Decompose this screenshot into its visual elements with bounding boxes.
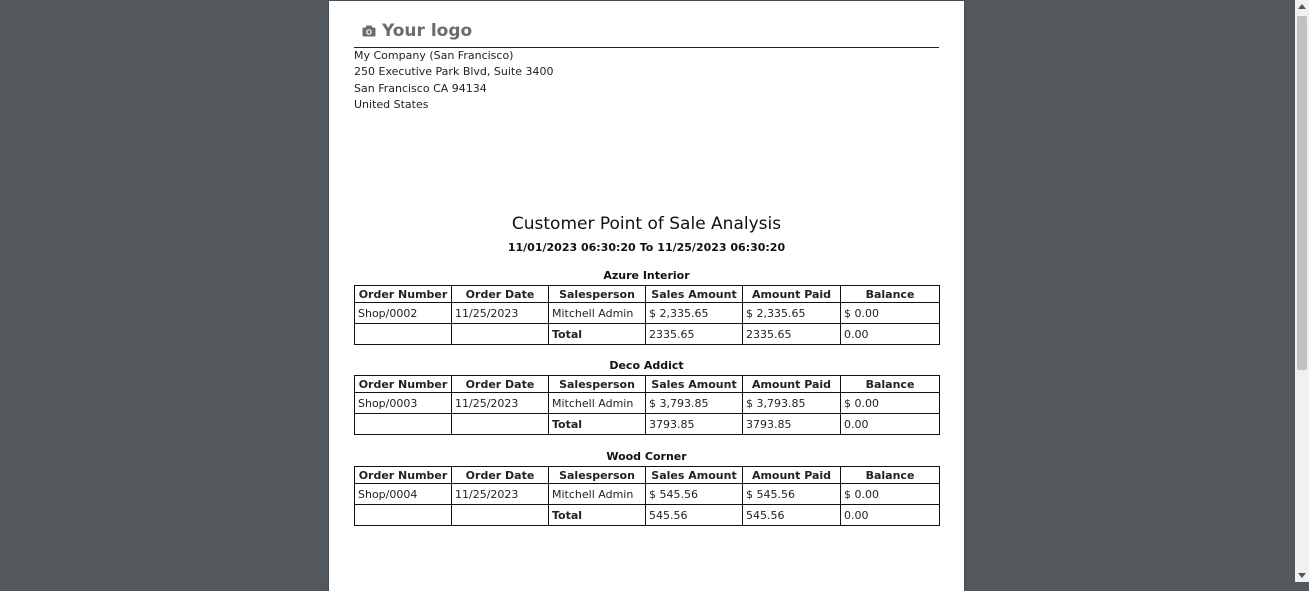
column-header-order-date: Order Date [452, 376, 549, 393]
company-name: My Company (San Francisco) [354, 49, 514, 62]
cell-empty [355, 414, 452, 435]
cell-empty [452, 324, 549, 345]
column-header-order-number: Order Number [355, 286, 452, 303]
cell-order-date: 11/25/2023 [452, 303, 549, 324]
date-separator: To [639, 241, 654, 254]
total-amount-paid: 2335.65 [743, 324, 841, 345]
total-label: Total [549, 324, 646, 345]
totals-row [355, 505, 940, 526]
column-header-order-number: Order Number [355, 467, 452, 484]
table-header-row [355, 376, 940, 393]
table-header-row [355, 286, 940, 303]
cell-empty [355, 505, 452, 526]
scroll-up-icon[interactable] [1298, 4, 1306, 9]
cell-balance: $ 0.00 [841, 484, 940, 505]
table-row [355, 393, 940, 414]
total-balance: 0.00 [841, 414, 940, 435]
cell-empty [452, 505, 549, 526]
column-header-salesperson: Salesperson [549, 286, 646, 303]
column-header-amount-paid: Amount Paid [743, 376, 841, 393]
customer-name: Azure Interior [603, 269, 690, 282]
column-header-balance: Balance [841, 376, 940, 393]
total-sales-amount: 3793.85 [646, 414, 743, 435]
customer-section [354, 450, 939, 526]
cell-sales-amount: $ 545.56 [646, 484, 743, 505]
cell-salesperson: Mitchell Admin [549, 393, 646, 414]
column-header-sales-amount: Sales Amount [646, 286, 743, 303]
total-balance: 0.00 [841, 324, 940, 345]
report-date-range [329, 241, 964, 254]
company-logo [362, 21, 472, 41]
cell-balance: $ 0.00 [841, 303, 940, 324]
cell-sales-amount: $ 3,793.85 [646, 393, 743, 414]
total-sales-amount: 2335.65 [646, 324, 743, 345]
column-header-balance: Balance [841, 467, 940, 484]
company-country: United States [354, 97, 429, 111]
cell-salesperson: Mitchell Admin [549, 484, 646, 505]
customer-section [354, 359, 939, 435]
column-header-amount-paid: Amount Paid [743, 467, 841, 484]
column-header-salesperson: Salesperson [549, 467, 646, 484]
cell-order-date: 11/25/2023 [452, 393, 549, 414]
total-balance: 0.00 [841, 505, 940, 526]
table-header-row [355, 467, 940, 484]
column-header-salesperson: Salesperson [549, 376, 646, 393]
table-row [355, 484, 940, 505]
cell-order-number: Shop/0002 [355, 303, 452, 324]
company-city: San Francisco CA 94134 [354, 81, 487, 95]
header-logo-row [354, 19, 939, 48]
cell-sales-amount: $ 2,335.65 [646, 303, 743, 324]
company-address [354, 48, 553, 113]
cell-salesperson: Mitchell Admin [549, 303, 646, 324]
orders-table [354, 285, 940, 345]
logo-text: Your logo [382, 21, 473, 41]
customer-name: Deco Addict [609, 359, 684, 372]
cell-amount-paid: $ 545.56 [743, 484, 841, 505]
orders-table [354, 375, 940, 435]
column-header-amount-paid: Amount Paid [743, 286, 841, 303]
cell-order-number: Shop/0003 [355, 393, 452, 414]
company-street: 250 Executive Park Blvd, Suite 3400 [354, 65, 554, 79]
customer-name: Wood Corner [606, 450, 687, 463]
cell-empty [452, 414, 549, 435]
column-header-order-date: Order Date [452, 286, 549, 303]
total-sales-amount: 545.56 [646, 505, 743, 526]
cell-empty [355, 324, 452, 345]
cell-order-number: Shop/0004 [355, 484, 452, 505]
total-amount-paid: 545.56 [743, 505, 841, 526]
cell-amount-paid: $ 3,793.85 [743, 393, 841, 414]
total-label: Total [549, 414, 646, 435]
camera-icon [362, 25, 376, 37]
cell-amount-paid: $ 2,335.65 [743, 303, 841, 324]
total-amount-paid: 3793.85 [743, 414, 841, 435]
column-header-order-date: Order Date [452, 467, 549, 484]
total-label: Total [549, 505, 646, 526]
totals-row [355, 324, 940, 345]
date-from: 11/01/2023 06:30:20 [507, 241, 636, 254]
scroll-down-icon[interactable] [1298, 573, 1306, 578]
report-page [329, 1, 964, 591]
scrollbar-thumb[interactable] [1297, 16, 1307, 370]
customer-section [354, 269, 939, 345]
table-row [355, 303, 940, 324]
column-header-sales-amount: Sales Amount [646, 376, 743, 393]
column-header-sales-amount: Sales Amount [646, 467, 743, 484]
totals-row [355, 414, 940, 435]
vertical-scrollbar[interactable] [1295, 0, 1309, 582]
orders-table [354, 466, 940, 526]
column-header-balance: Balance [841, 286, 940, 303]
cell-order-date: 11/25/2023 [452, 484, 549, 505]
cell-balance: $ 0.00 [841, 393, 940, 414]
date-to: 11/25/2023 06:30:20 [657, 241, 786, 254]
column-header-order-number: Order Number [355, 376, 452, 393]
report-title: Customer Point of Sale Analysis [511, 214, 782, 234]
